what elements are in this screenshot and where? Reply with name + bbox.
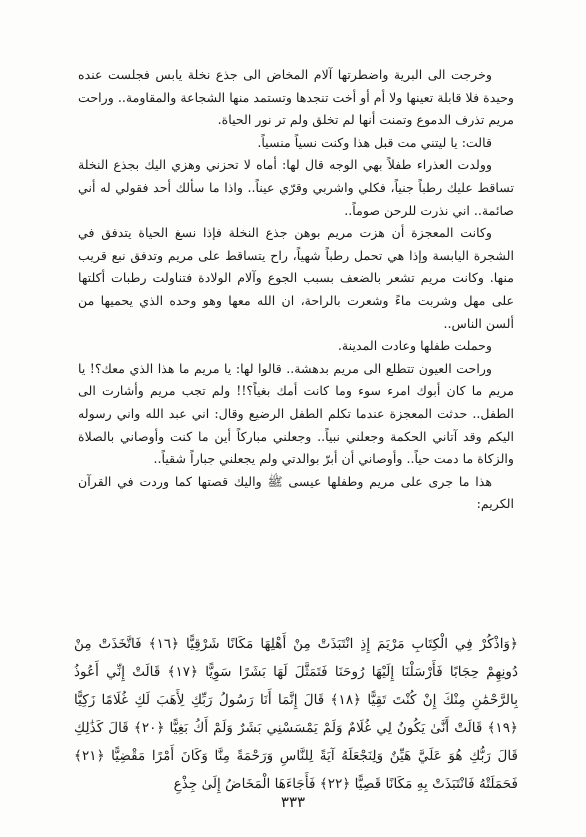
body-text <box>78 64 514 516</box>
paragraph-wish-quote: قالت: يا ليتني مت قبل هذا وكنت نسياً منسياً. <box>257 134 492 150</box>
paragraph-quran-intro: هذا ما جرى على مريم وطفلها عيسى ﷺ واليك قصتها كما وردت في القرآن الكريم: <box>78 473 514 512</box>
paragraph-birth: وولدت العذراء طفلاً بهي الوجه قال لها: أماه لا تحزني وهزي اليك بجذع النخلة تساقط عليك رطباً جنياً، فكلي واشربي وقرّي عيناً.. واذا ما سألك أحد فقولي له أني صائمة.. اني نذرت للرحن صوماً.. <box>78 157 514 218</box>
paragraph-birth-trial: وخرجت الى البرية واضطرتها آلام المخاض الى جذع نخلة يابس فجلست عنده وحيدة فلا قابلة تعينها ولا أم أو أخت تنجدها وتستمد منها الشجاعة والمقاومة.. وراحت مريم تذرف الدموع وتمنت أنها لم تخلق ولم تر نور الحياة. <box>78 67 514 128</box>
quran-verses: ﴿وَاذْكُرْ فِي الْكِتَابِ مَرْيَمَ إِذِ انْتَبَذَتْ مِنْ أَهْلِهَا مَكَانًا شَرْقِيًّا ﴿١٦﴾ فَاتَّخَذَتْ مِنْ دُونِهِمْ حِجَابًا فَأَرْسَلْنَا إِلَيْهَا رُوحَنَا فَتَمَثَّلَ لَهَا بَشَرًا سَوِيًّا ﴿١٧﴾ قَالَتْ إِنِّي أَعُوذُ بِالرَّحْمَٰنِ مِنْكَ إِنْ كُنْتَ تَقِيًّا ﴿١٨﴾ قَالَ إِنَّمَا أَنَا رَسُولُ رَبِّكِ لِأَهَبَ لَكِ غُلَامًا زَكِيًّا ﴿١٩﴾ قَالَتْ أَنَّىٰ يَكُونُ لِي غُلَامٌ وَلَمْ يَمْسَسْنِي بَشَرٌ وَلَمْ أَكُ بَغِيًّا ﴿٢٠﴾ قَالَ كَذَٰلِكِ قَالَ رَبُّكِ هُوَ عَلَيَّ هَيِّنٌ وَلِنَجْعَلَهُ آيَةً لِلنَّاسِ وَرَحْمَةً مِنَّا وَكَانَ أَمْرًا مَقْضِيًّا ﴿٢١﴾ فَحَمَلَتْهُ فَانْتَبَذَتْ بِهِ مَكَانًا قَصِيًّا ﴿٢٢﴾ فَأَجَاءَهَا الْمَخَاضُ إِلَىٰ جِذْعِ <box>74 636 518 792</box>
paragraph-return-city: وحملت طفلها وعادت المدينة. <box>337 338 492 354</box>
page-number: ٣٣٣ <box>280 793 306 811</box>
paragraph-miracle-palm: وكانت المعجزة أن هزت مريم بوهن جذع النخلة فإذا نسغ الحياة يتدفق في الشجرة اليابسة وإذا هي تحمل رطباً شهياً، راح يتساقط على مريم وتدفق نبع قريب منها. وكانت مريم تشعر بالضعف بسبب الجوع وآلام الولادة فتناولت رطبات أكلتها على مهل وشربت ماءً وشعرت بالراحة، ان الله معها وهو وحده الذي يحميها من ألسن الناس.. <box>78 225 514 331</box>
paragraph-people-question: وراحت العيون تتطلع الى مريم بدهشة.. قالوا لها: يا مريم ما هذا الذي معك؟! يا مريم ما كان أبوك امرء سوء وما كانت أمك بغياً؟!! ولم تجب مريم وأشارت الى الطفل.. حدثت المعجزة عندما تكلم الطفل الرضيع وقال: اني عبد الله واني رسوله اليكم وقد آتاني الحكمة وجعلني نبياً.. وجعلني مباركاً أين ما كنت وأوصاني بالصلاة والزكاة ما دمت حياً.. وأوصاني أن أبرّ بوالدتي ولم يجعلني جباراً شقياً.. <box>78 360 514 467</box>
